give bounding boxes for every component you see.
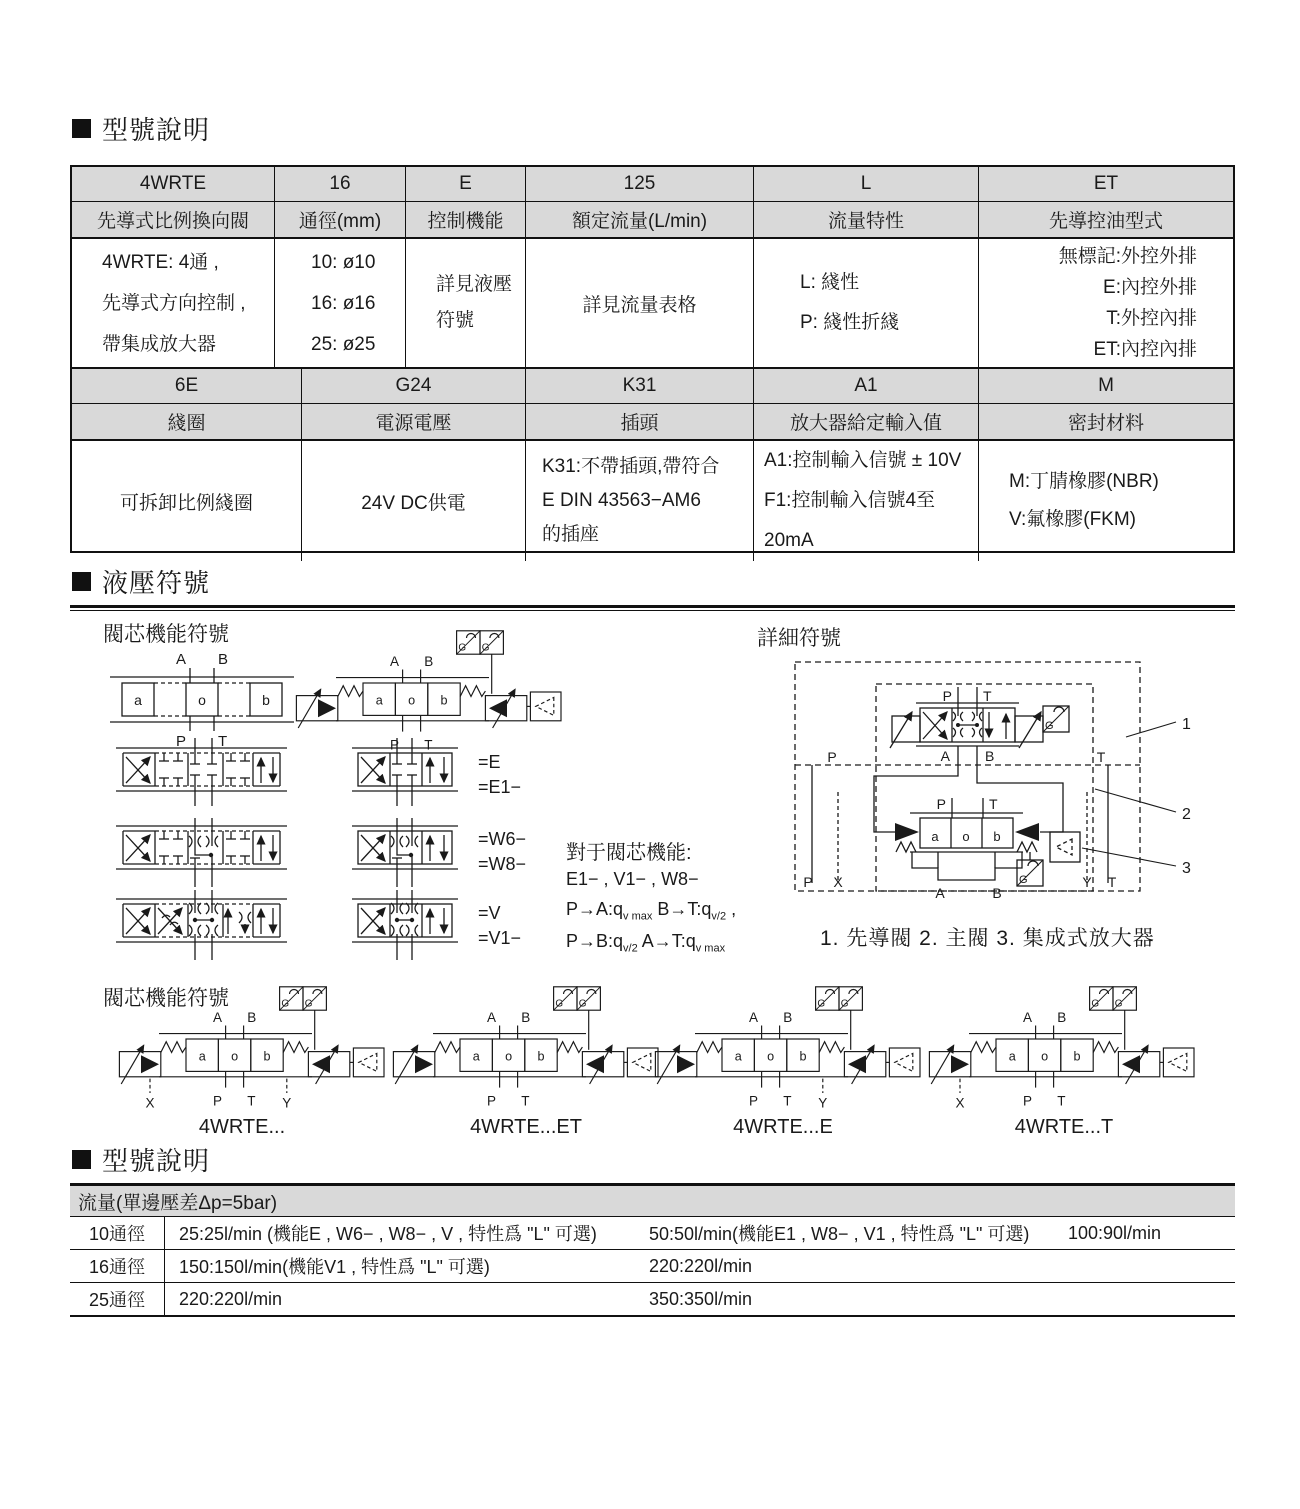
g-label: G (1114, 998, 1123, 1010)
spool-symbol-W-narrow (352, 818, 458, 887)
table-cell: 流量特性 (753, 202, 978, 237)
table-cell: A1 (753, 369, 978, 403)
valve-symbol-actuated (296, 631, 561, 753)
table-cell: 可拆卸比例綫圈 (119, 492, 253, 514)
port-label-P: P (389, 737, 399, 753)
table-cell: 6E (174, 375, 199, 396)
port-label-B: B (992, 885, 1002, 901)
chamber-label: b (537, 1049, 545, 1064)
callout-3: 3 (1182, 860, 1191, 877)
port-label-P: P (486, 1093, 496, 1109)
detail-subtitle: 詳細符號 (757, 627, 841, 650)
spool-subtitle-bottom: 閥芯機能符號 (103, 987, 229, 1010)
table-cell: 綫圈 (167, 413, 206, 434)
g-label: G (1019, 874, 1028, 886)
table-cell: 密封材料 (978, 404, 1233, 439)
g-label: G (281, 998, 290, 1010)
g-label: G (481, 642, 490, 654)
port-label-P: P (827, 749, 837, 765)
table-cell: 16 (274, 167, 405, 201)
table-cell: 插頭 (525, 404, 753, 439)
flow-value (1068, 1250, 1235, 1282)
chamber-label: a (931, 829, 939, 844)
flow-size-label: 10通徑 (70, 1217, 165, 1249)
variant-label: 4WRTE...T (1014, 1116, 1114, 1138)
port-label-T: T (218, 733, 228, 750)
spool-symbol-V-narrow (352, 890, 458, 960)
table-cell: 無標記:外控外排 E:內控外排 T:外控內排 ET:內控內排 (978, 239, 1233, 367)
section-square-icon (72, 1150, 91, 1169)
spool-symbol-W-wide (116, 818, 287, 887)
table-cell: 控制機能 (405, 202, 525, 237)
table-cell: 10: ø10 16: ø16 25: ø25 (274, 239, 405, 367)
valve-symbol-variant-3 (655, 987, 920, 1111)
port-label-T: T (783, 1093, 792, 1109)
table-row (70, 1250, 1235, 1283)
table-cell: 24V DC供電 (301, 441, 525, 561)
port-label-P: P (1022, 1093, 1032, 1109)
flow-table-header: 流量(單邊壓差Δp=5bar) (70, 1186, 1235, 1217)
chamber-label: b (263, 1049, 271, 1064)
port-label-A: A (486, 1009, 496, 1025)
port-label-B: B (521, 1009, 531, 1025)
table-cell: L: 綫性 P: 綫性折綫 (753, 239, 978, 367)
table-cell: K31 (525, 369, 753, 403)
variant-label: 4WRTE...E (733, 1116, 833, 1138)
callout-1: 1 (1182, 716, 1191, 733)
port-label-B: B (218, 651, 229, 668)
table-row (70, 1217, 1235, 1250)
port-label-P: P (936, 796, 946, 812)
port-label-P: P (175, 733, 186, 750)
chamber-label: a (375, 693, 383, 708)
g-label: G (555, 998, 564, 1010)
chamber-label: o (505, 1049, 513, 1064)
spool-code: =E1− (478, 777, 522, 797)
chamber-label: o (408, 693, 416, 708)
flow-value: 50:50l/min(機能E1 , W8− , V1 , 特性爲 "L" 可選) (649, 1224, 1030, 1244)
chamber-label: b (440, 693, 448, 708)
chamber-label: o (767, 1049, 775, 1064)
table-cell: G24 (301, 369, 525, 403)
port-label-A: A (940, 748, 950, 764)
port-label-T: T (1107, 874, 1117, 890)
detail-caption: 1. 先導閥 2. 主閥 3. 集成式放大器 (820, 927, 1155, 950)
port-label-X: X (145, 1095, 155, 1111)
port-label-Y: Y (818, 1095, 828, 1111)
variant-label: 4WRTE...ET (470, 1116, 582, 1138)
chamber-label: o (198, 692, 206, 708)
table-cell: 電源電壓 (301, 404, 525, 439)
table-cell: L (753, 167, 978, 201)
g-label: G (1091, 998, 1100, 1010)
port-label-Y: Y (282, 1095, 292, 1111)
table-cell: M (978, 369, 1233, 403)
flow-value: 220:220l/min (649, 1255, 753, 1276)
g-label: G (1045, 720, 1054, 732)
table-cell: ET (978, 167, 1233, 201)
flow-value: 150:150l/min(機能V1 , 特性爲 "L" 可選) (179, 1257, 490, 1277)
port-label-B: B (247, 1009, 257, 1025)
variant-label: 4WRTE... (198, 1116, 286, 1138)
table-cell: M:丁腈橡膠(NBR) V:氟橡膠(FKM) (978, 441, 1233, 561)
port-label-P: P (803, 874, 813, 890)
spool-note-title: 對于閥芯機能: (566, 842, 692, 864)
table-cell: 放大器給定輸入值 (753, 404, 978, 439)
port-label-B: B (985, 748, 995, 764)
table-cell: A1:控制輸入信號 ± 10V F1:控制輸入信號4至20mA (753, 441, 978, 561)
table-cell: 4WRTE: 4通 , 先導式方向控制 , 帶集成放大器 (102, 251, 246, 355)
callout-2: 2 (1182, 806, 1191, 823)
flow-value: 100:90l/min (1068, 1222, 1162, 1243)
port-label-A: A (175, 651, 186, 668)
flow-value: 220:220l/min (179, 1288, 283, 1309)
spool-symbol-E-wide (116, 738, 287, 806)
port-label-Y: Y (1082, 874, 1092, 890)
section3-title: 型號說明 (102, 1146, 211, 1176)
valve-symbol-variant-1 (119, 987, 384, 1111)
valve-symbol-variant-2 (393, 987, 658, 1109)
port-label-B: B (783, 1009, 793, 1025)
g-label: G (817, 998, 826, 1010)
port-label-A: A (212, 1009, 222, 1025)
spool-symbol-V-wide (116, 890, 287, 960)
table-cell: 詳見液壓 符號 (405, 239, 525, 367)
chamber-label: a (1008, 1049, 1016, 1064)
g-label: G (458, 642, 467, 654)
chamber-label: b (262, 692, 270, 708)
port-label-T: T (983, 688, 992, 704)
flow-size-label: 25通徑 (70, 1283, 165, 1315)
port-label-X: X (955, 1095, 965, 1111)
table-cell: 4WRTE (139, 173, 207, 194)
spool-code: =V1− (478, 928, 522, 948)
port-label-T: T (247, 1093, 256, 1109)
flow-size-label: 16通徑 (70, 1250, 165, 1282)
table-cell: 先導式比例換向閥 (96, 211, 249, 232)
table-cell: E (405, 167, 525, 201)
g-label: G (304, 998, 313, 1010)
port-label-X: X (833, 874, 843, 890)
port-label-T: T (521, 1093, 530, 1109)
table-cell: 額定流量(L/min) (525, 202, 753, 237)
chamber-label: o (962, 829, 970, 844)
spool-note-flow1: $P\to A:q_{v max}$ $B\to T:q_{v/2}$ , (566, 899, 737, 923)
chamber-label: o (1041, 1049, 1049, 1064)
chamber-label: b (1073, 1049, 1081, 1064)
spool-code: =W6− (478, 829, 527, 849)
port-label-P: P (212, 1093, 222, 1109)
spool-symbol-E-narrow (352, 738, 458, 806)
valve-symbol-variant-4 (929, 987, 1194, 1111)
spool-code: =E (478, 752, 501, 772)
port-label-P: P (748, 1093, 758, 1109)
flow-value: 25:25l/min (機能E , W6− , W8− , V , 特性爲 "L" 可選) (179, 1224, 597, 1244)
flow-table (70, 1183, 1235, 1317)
chamber-label: a (134, 692, 142, 708)
detail-symbol-diagram (795, 662, 1191, 901)
chamber-label: o (231, 1049, 239, 1064)
port-label-A: A (1022, 1009, 1032, 1025)
port-label-T: T (424, 737, 433, 753)
section2-title: 液壓符號 (102, 568, 211, 598)
spool-note-codes: E1− , V1− , W8− (566, 869, 699, 889)
port-label-B: B (424, 653, 434, 669)
chamber-label: b (799, 1049, 807, 1064)
port-label-B: B (1057, 1009, 1067, 1025)
port-label-P: P (942, 688, 952, 704)
flow-value (1068, 1283, 1235, 1315)
valve-symbol-simple (110, 651, 294, 750)
table-row (70, 1283, 1235, 1315)
spool-note-flow2: $P\to B:q_{v/2}$ $A\to T:q_{v max}$ (566, 931, 726, 955)
chamber-label: b (993, 829, 1001, 844)
port-label-A: A (748, 1009, 758, 1025)
table-cell: 通徑(mm) (274, 202, 405, 237)
chamber-label: a (198, 1049, 206, 1064)
chamber-label: a (472, 1049, 480, 1064)
g-label: G (578, 998, 587, 1010)
section3-header (72, 1141, 210, 1178)
port-label-T: T (1057, 1093, 1066, 1109)
table-cell: 先導控油型式 (978, 202, 1233, 237)
section1-title: 型號說明 (102, 115, 211, 145)
port-label-T: T (989, 796, 998, 812)
spool-code: =V (478, 903, 501, 923)
port-label-T: T (1096, 749, 1106, 765)
spool-subtitle-left: 閥芯機能符號 (103, 623, 229, 646)
table-cell: 125 (525, 167, 753, 201)
g-label: G (840, 998, 849, 1010)
port-label-A: A (935, 885, 945, 901)
port-label-A: A (389, 653, 399, 669)
table-cell: K31:不帶插頭,帶符合 E DIN 43563−AM6 的插座 (525, 441, 753, 561)
chamber-label: a (734, 1049, 742, 1064)
spool-code: =W8− (478, 854, 527, 874)
flow-value: 350:350l/min (649, 1288, 753, 1309)
table-cell: 詳見流量表格 (525, 239, 753, 367)
